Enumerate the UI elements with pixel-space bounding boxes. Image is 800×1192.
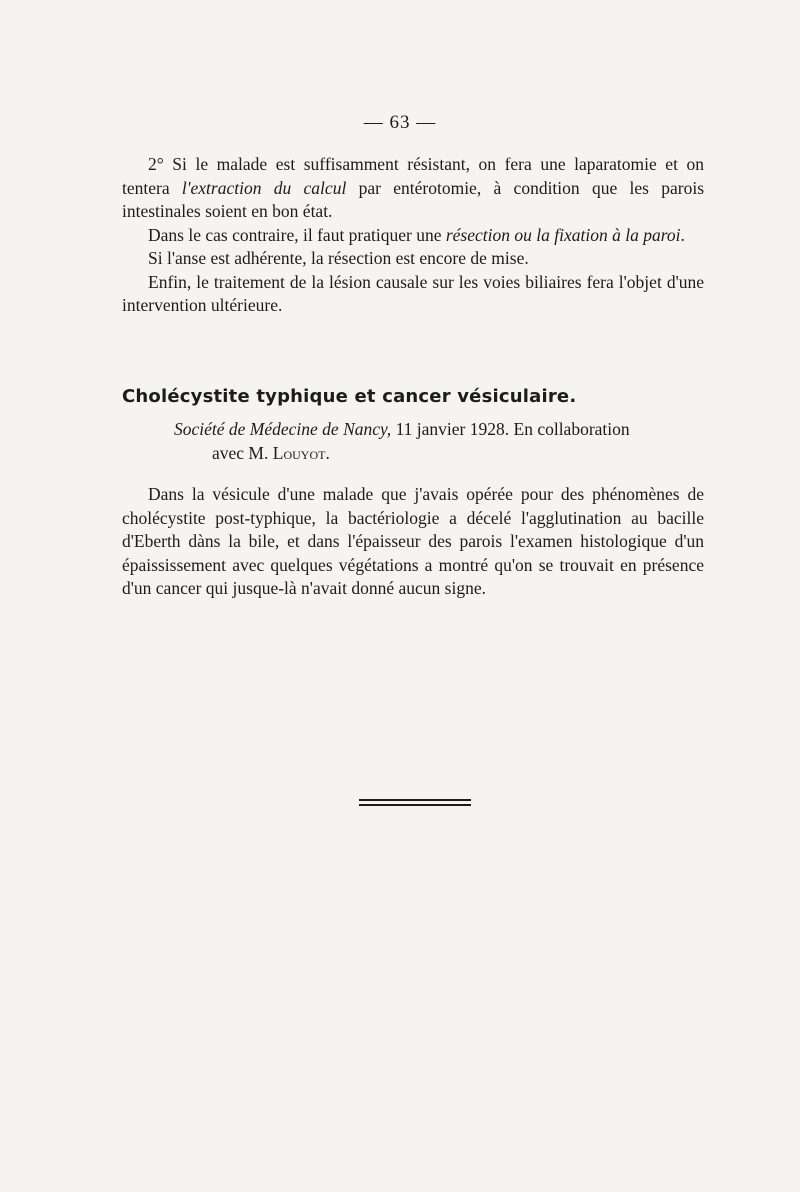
paragraph-case: Dans la vésicule d'une malade que j'avais opérée pour des phénomènes de cholécystite post-typhique, la bactériologie a décelé l'agglutination au bacille d'Eberth dàns la bile, et dans l'épaisseur des parois l'examen histologique d'un épaississement avec quelques végétations a montré qu'on se trouvait en présence d'un cancer qui jusque-là n'avait donné aucun signe. xyxy=(122,484,704,598)
page-number: — 63 — xyxy=(363,112,437,133)
rule-line-bottom xyxy=(359,804,471,806)
reference-with: avec M. xyxy=(212,442,273,463)
treatment-text-block xyxy=(122,153,704,318)
reference-line-2 xyxy=(122,442,704,466)
case-text-block xyxy=(122,483,704,601)
text-run: 2° Si le malade est suffisamment résistant, on fera une laparatomie et on tentera xyxy=(122,154,704,198)
section-title: Cholécystite typhique et cancer vésiculaire. xyxy=(122,386,577,407)
reference-line-1 xyxy=(122,418,704,442)
paragraph-traitement: Enfin, le traitement de la lésion causale sur les voies biliaires fera l'objet d'une intervention ultérieure. xyxy=(122,271,704,315)
paragraph-resection xyxy=(122,224,704,248)
text-run: par entérotomie, à condition que les parois intestinales soient en bon état. xyxy=(122,177,705,221)
society-name: Société de Médecine de Nancy, xyxy=(174,419,392,439)
text-run: Dans le cas contraire, il faut pratiquer une xyxy=(148,224,446,245)
reference-date: 11 janvier 1928. En collaboration xyxy=(391,419,630,439)
text-run: . xyxy=(325,442,330,463)
paragraph-laparatomie xyxy=(122,153,704,224)
paragraph-anse: Si l'anse est adhérente, la résection est encore de mise. xyxy=(148,248,529,268)
author-name: Louyot xyxy=(272,442,326,463)
double-rule-divider xyxy=(359,799,471,806)
text-run: . xyxy=(680,224,685,245)
italic-run: résection ou la fixation à la paroi xyxy=(445,224,681,245)
italic-run: l'extraction du calcul xyxy=(181,177,347,198)
rule-line-top xyxy=(359,799,471,801)
reference-citation xyxy=(122,418,704,465)
